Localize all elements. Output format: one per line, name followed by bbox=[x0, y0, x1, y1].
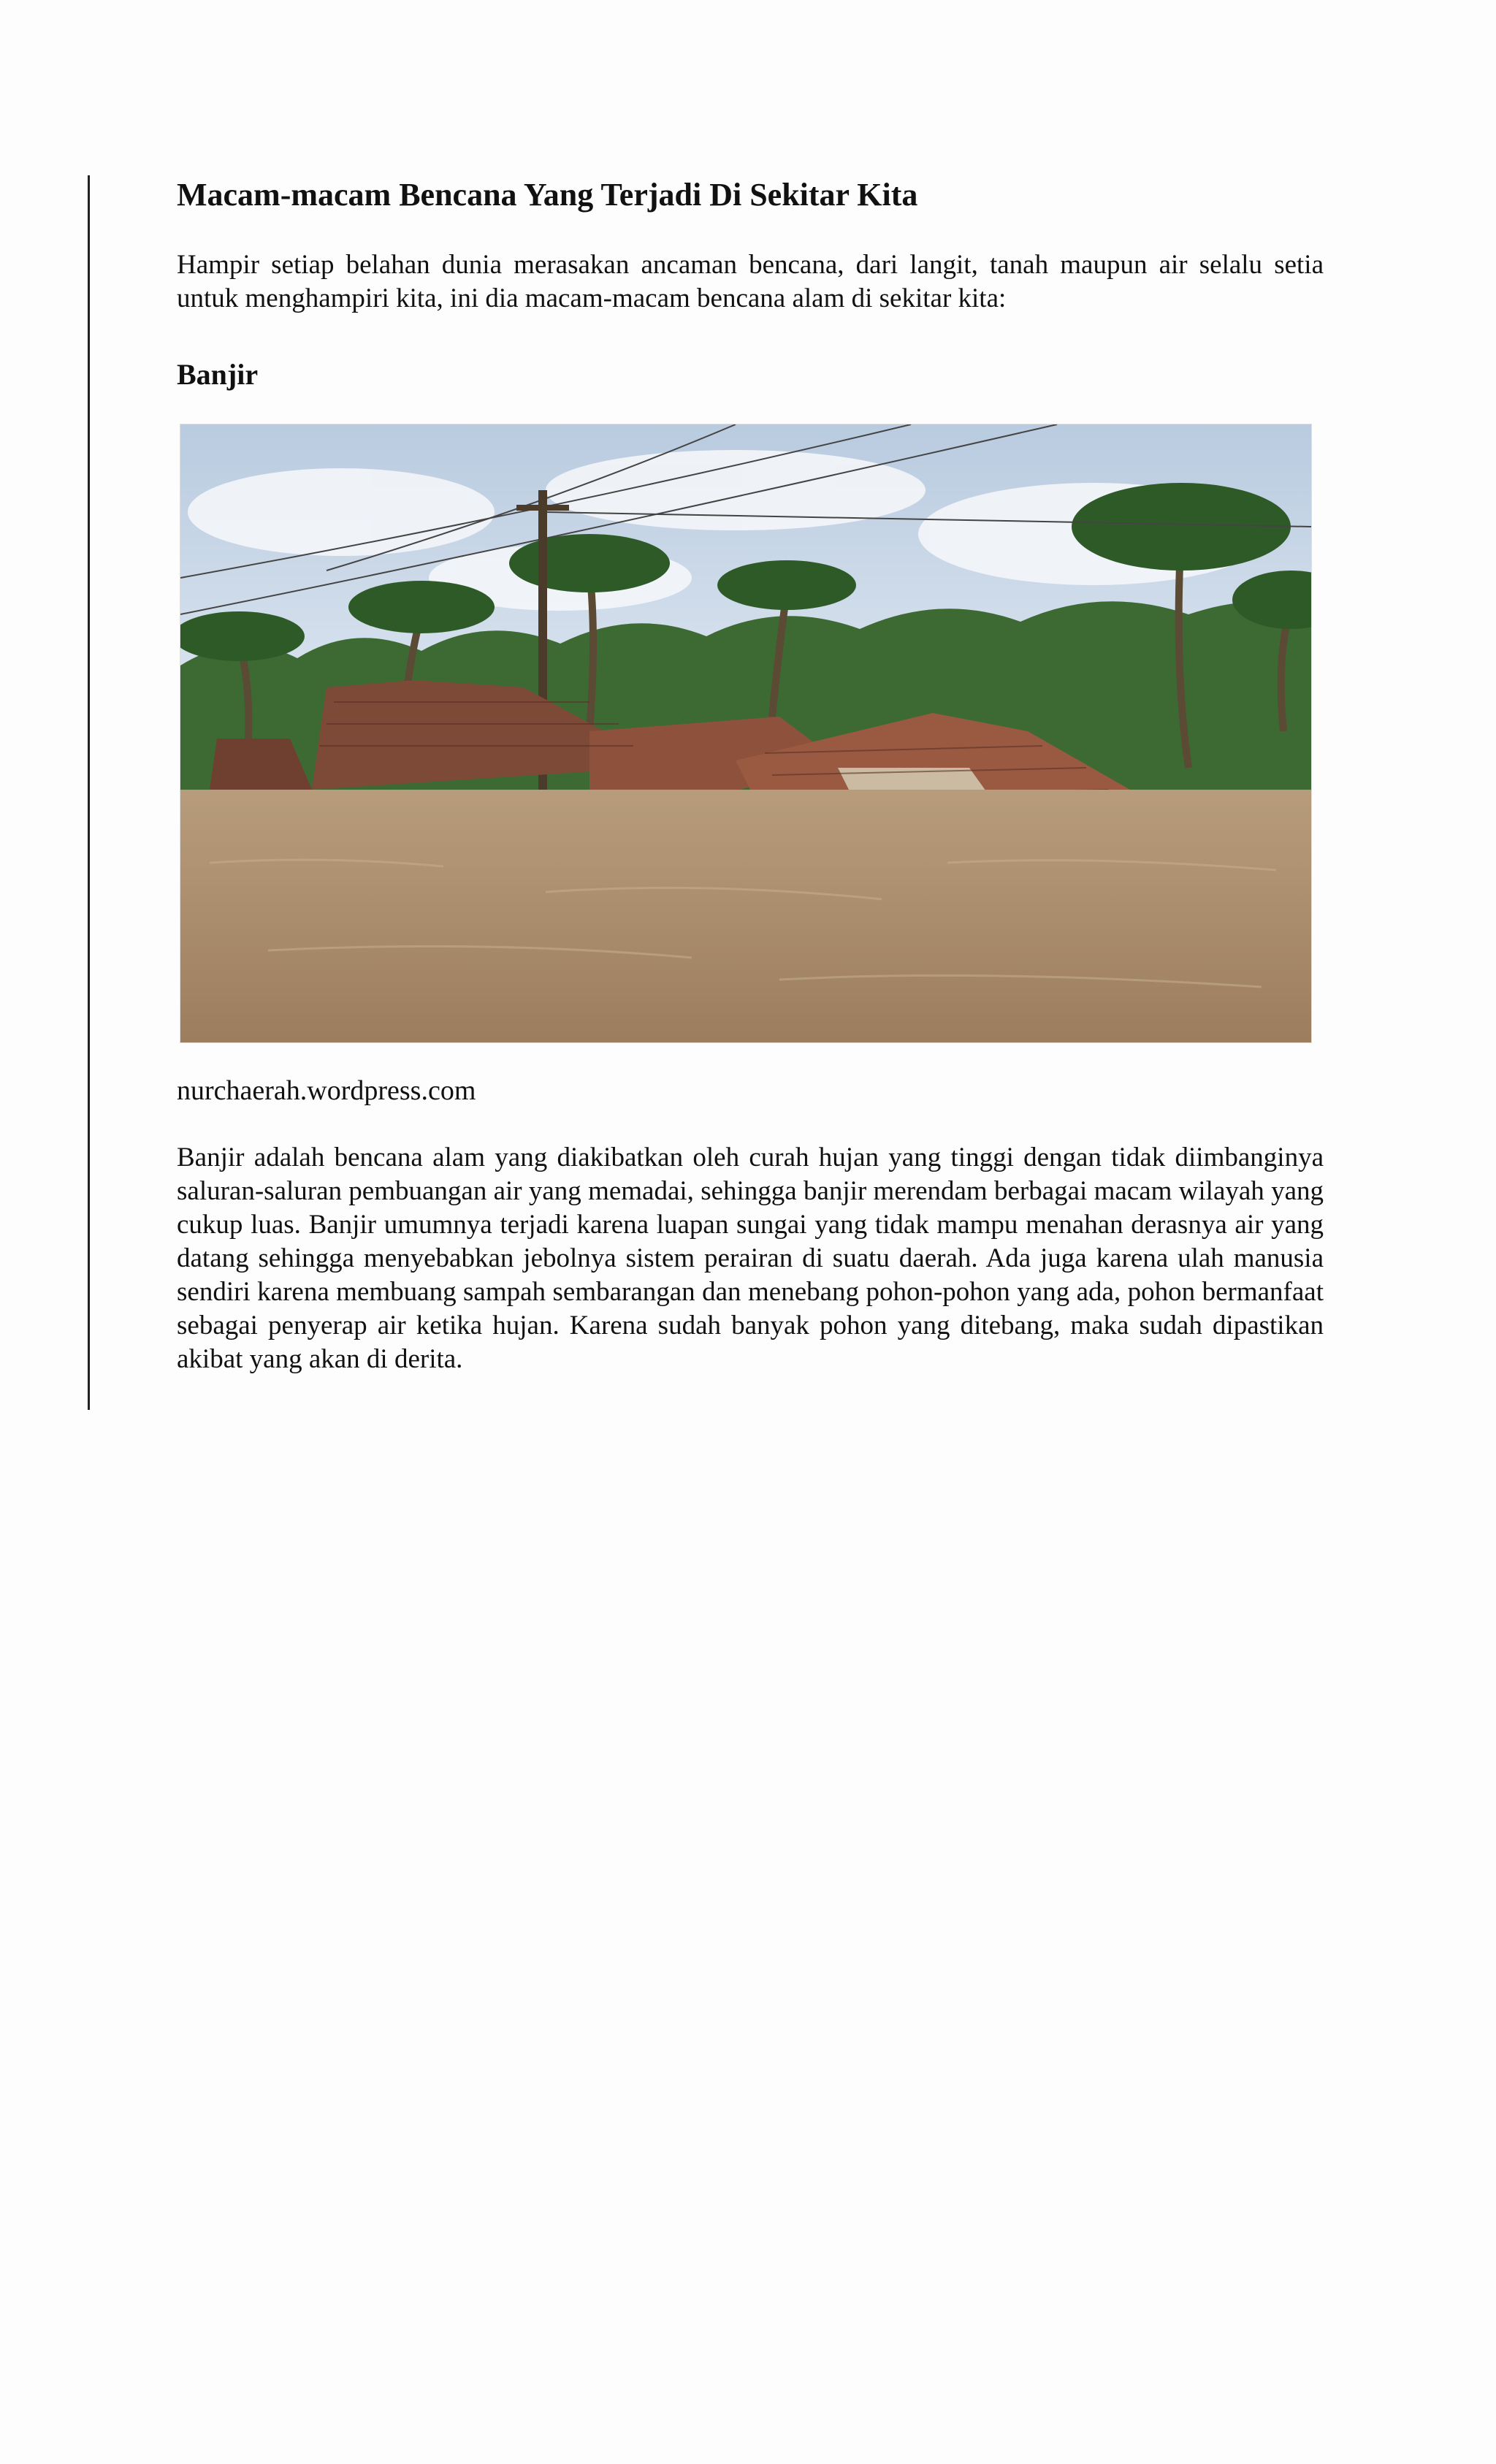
body-paragraph: Banjir adalah bencana alam yang diakibatkan oleh curah hujan yang tinggi dengan tidak diimbanginya saluran-saluran pembuangan air yang memadai, sehingga banjir merendam berbagai macam wilayah yang cukup luas. Banjir umumnya terjadi karena luapan sungai yang tidak mampu menahan derasnya air yang datang sehingga menyebabkan jebolnya sistem perairan di suatu daerah. Ada juga karena ulah manusia sendiri karena membuang sampah sembarangan dan menebang pohon-pohon yang ada, pohon bermanfaat sebagai penyerap air ketika hujan. Karena sudah banyak pohon yang ditebang, maka sudah dipastikan akibat yang akan di derita. bbox=[177, 1143, 1324, 1374]
flood-photo bbox=[180, 424, 1312, 1043]
intro-paragraph: Hampir setiap belahan dunia merasakan ancaman bencana, dari langit, tanah maupun air selalu setia untuk menghampiri kita, ini dia macam-macam bencana alam di sekitar kita: bbox=[177, 250, 1324, 313]
document-title: Macam-macam Bencana Yang Terjadi Di Sekitar Kita bbox=[177, 177, 918, 213]
document-content bbox=[177, 169, 1324, 1376]
image-caption: nurchaerah.wordpress.com bbox=[177, 1075, 476, 1106]
flood-water bbox=[180, 790, 1311, 1042]
utility-pole bbox=[538, 490, 547, 834]
section-heading-banjir: Banjir bbox=[177, 358, 259, 391]
flood-photo-illustration bbox=[180, 424, 1311, 1042]
left-margin-rule bbox=[88, 175, 90, 1410]
